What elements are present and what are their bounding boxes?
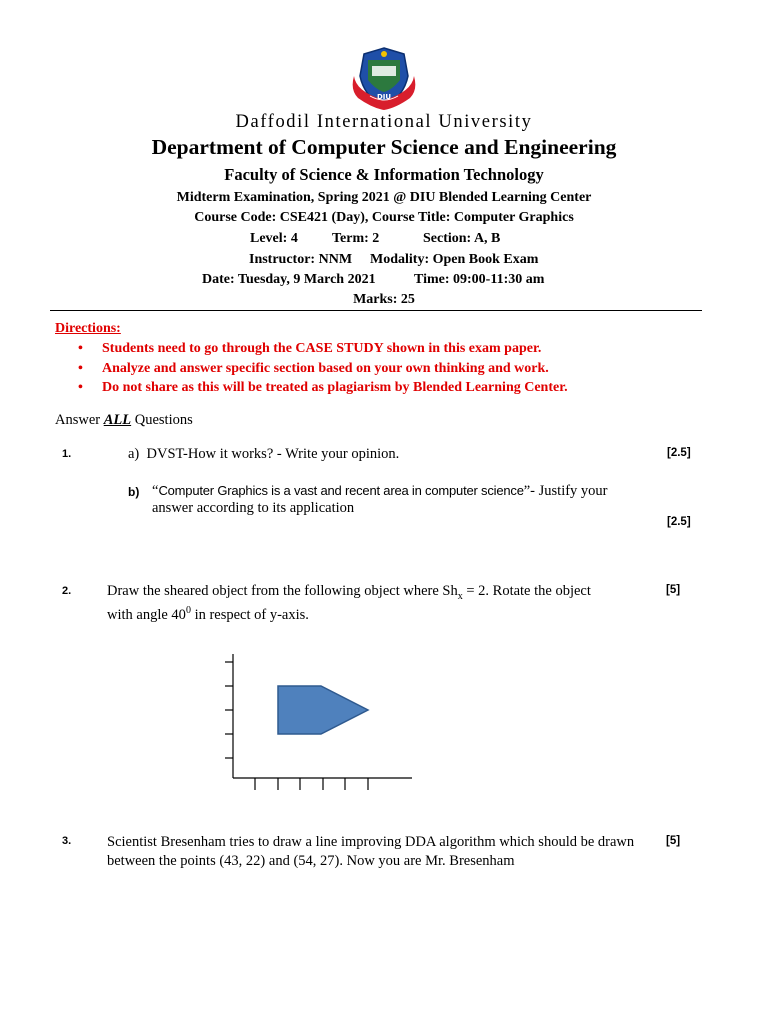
department-title: Department of Computer Science and Engineering: [151, 135, 617, 159]
section-info: Section: A, B: [423, 231, 501, 246]
shear-diagram: [220, 648, 420, 796]
question-1a: a) DVST-How it works? - Write your opinion.: [128, 446, 400, 462]
directions-title: Directions:: [55, 321, 121, 336]
bullet-icon: •: [78, 360, 83, 376]
university-logo: [346, 46, 422, 112]
question-number: 2.: [62, 585, 72, 597]
direction-text: Analyze and answer specific section based on your own thinking and work.: [102, 360, 549, 376]
exam-date: Date: Tuesday, 9 March 2021: [202, 272, 376, 287]
x-axis-ticks: [255, 778, 368, 790]
bullet-icon: •: [78, 341, 83, 356]
question-marks: [5]: [666, 584, 681, 596]
question-3-line1: Scientist Bresenham tries to draw a line improving DDA algorithm which should be drawn: [107, 834, 635, 850]
direction-text: Students need to go through the CASE STUDY shown in this exam paper.: [102, 341, 542, 356]
question-1b-line1: “Computer Graphics is a vast and recent area in computer science”- Justify your: [152, 483, 608, 499]
direction-item: [78, 339, 568, 359]
question-marks: [5]: [666, 835, 681, 847]
logo-text: DIU: [376, 93, 392, 101]
direction-item: [78, 359, 568, 379]
question-marks: [2.5]: [667, 447, 691, 459]
answer-emphasis: ALL: [103, 412, 132, 428]
instructor-info: Instructor: NNM: [249, 252, 353, 267]
answer-instruction: Answer ALL Questions: [55, 412, 193, 428]
bullet-icon: •: [78, 380, 83, 395]
exam-time: Time: 09:00-11:30 am: [414, 272, 545, 287]
question-1b-line2: answer according to its application: [152, 500, 355, 516]
direction-text: Do not share as this will be treated as plagiarism by Blended Learning Center.: [102, 380, 568, 395]
y-axis-ticks: [225, 662, 233, 758]
question-1b-label: b): [128, 485, 140, 499]
course-info: Course Code: CSE421 (Day), Course Title: Computer Graphics: [194, 210, 574, 225]
question-number: 3.: [62, 835, 72, 847]
modality-info: Modality: Open Book Exam: [370, 252, 539, 267]
question-number: 1.: [62, 448, 72, 460]
level-info: Level: 4: [250, 231, 298, 246]
question-marks: [2.5]: [667, 516, 691, 528]
total-marks: Marks: 25: [353, 292, 415, 307]
pentagon-shape: [278, 686, 368, 734]
direction-item: [78, 378, 568, 398]
exam-title: Midterm Examination, Spring 2021 @ DIU Blended Learning Center: [176, 190, 592, 205]
question-2-line2: with angle $40^0$ in respect of y-axis.: [107, 605, 309, 623]
term-info: Term: 2: [332, 231, 380, 246]
university-name: Daffodil International University: [235, 112, 533, 132]
question-3-line2: between the points (43, 22) and (54, 27). Now you are Mr. Bresenham: [107, 853, 515, 869]
faculty-title: Faculty of Science & Information Technology: [224, 165, 544, 184]
question-2-line1: Draw the sheared object from the following object where $Sh_x = 2$. Rotate the object: [107, 583, 591, 602]
directions-list: [78, 339, 568, 398]
header-divider: [50, 310, 702, 311]
